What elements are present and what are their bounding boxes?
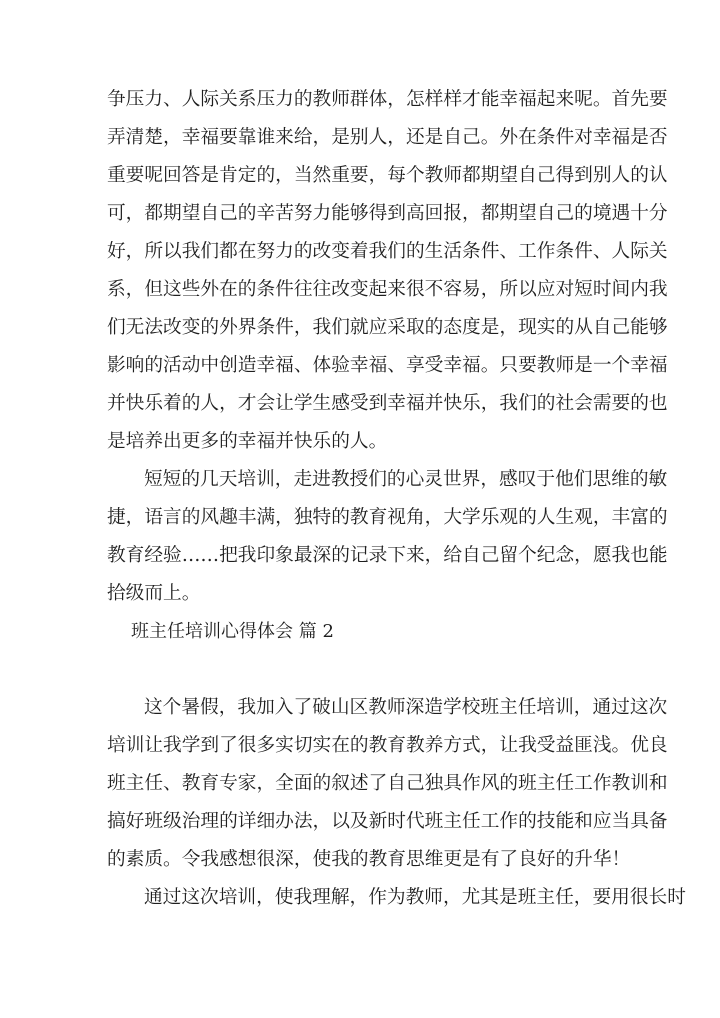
paragraph-line: 这个暑假，我加入了破山区教师深造学校班主任培训，通过这次 (144, 697, 668, 718)
paragraph-line: 教育经验……把我印象最深的记录下来，给自己留个纪念，愿我也能 (107, 545, 668, 566)
paragraph-line: 影响的活动中创造幸福、体验幸福、享受幸福。只要教师是一个幸福 (107, 355, 668, 376)
paragraph-line: 弄清楚，幸福要靠谁来给，是别人，还是自己。外在条件对幸福是否 (107, 127, 668, 148)
paragraph-line: 搞好班级治理的详细办法，以及新时代班主任工作的技能和应当具备 (107, 811, 668, 832)
section-heading: 班主任培训心得体会 篇 2 (131, 621, 334, 642)
paragraph-line: 的素质。令我感想很深，使我的教育思维更是有了良好的升华！ (107, 849, 631, 870)
paragraph-line: 争压力、人际关系压力的教师群体，怎样样才能幸福起来呢。首先要 (107, 89, 668, 110)
paragraph-line: 并快乐着的人，才会让学生感受到幸福并快乐，我们的社会需要的也 (107, 393, 668, 414)
paragraph-line: 是培养出更多的幸福并快乐的人。 (107, 431, 388, 452)
paragraph-line: 系，但这些外在的条件往往改变起来很不容易，所以应对短时间内我 (107, 279, 668, 300)
paragraph-line: 班主任、教育专家，全面的叙述了自己独具作风的班主任工作教训和 (107, 773, 668, 794)
paragraph-line: 可，都期望自己的辛苦努力能够得到高回报，都期望自己的境遇十分 (107, 203, 668, 224)
paragraph-line: 们无法改变的外界条件，我们就应采取的态度是，现实的从自己能够 (107, 317, 668, 338)
paragraph-line: 重要呢回答是肯定的，当然重要，每个教师都期望自己得到别人的认 (107, 165, 668, 186)
paragraph-line: 通过这次培训，使我理解，作为教师，尤其是班主任，要用很长时 (144, 887, 686, 908)
paragraph-line: 拾级而上。 (107, 583, 201, 604)
paragraph-line: 短短的几天培训，走进教授们的心灵世界，感叹于他们思维的敏 (144, 469, 668, 490)
paragraph-line: 好，所以我们都在努力的改变着我们的生活条件、工作条件、人际关 (107, 241, 668, 262)
paragraph-line: 培训让我学到了很多实切实在的教育教养方式，让我受益匪浅。优良 (107, 735, 668, 756)
paragraph-line: 捷，语言的风趣丰满，独特的教育视角，大学乐观的人生观，丰富的 (107, 507, 668, 528)
